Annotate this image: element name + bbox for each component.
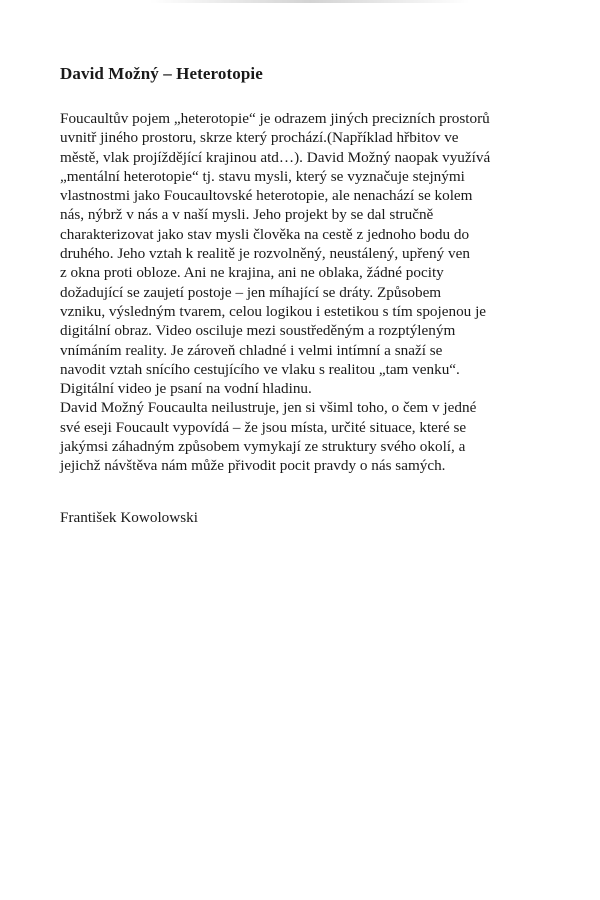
body-line: vlastnostmi jako Foucaultovské heterotopie, ale nenachází se kolem xyxy=(60,187,473,205)
body-line: své eseji Foucault vypovídá – že jsou místa, určité situace, které se xyxy=(60,418,467,436)
document-title: David Možný – Heterotopie xyxy=(60,64,263,83)
body-line: Digitální video je psaní na vodní hladinu. xyxy=(60,380,312,398)
body-line: jakýmsi záhadným způsobem vymykají ze struktury svého okolí, a xyxy=(60,438,466,456)
body-line: vzniku, výsledným tvarem, celou logikou i estetikou s tím spojenou je xyxy=(60,302,487,320)
body-line: z okna proti obloze. Ani ne krajina, ani ne oblaka, žádné pocity xyxy=(60,264,444,282)
body-line: Foucaultův pojem „heterotopie“ je odrazem jiných precizních prostorů xyxy=(60,110,490,127)
body-line: charakterizovat jako stav mysli člověka na cestě z jednoho bodu do xyxy=(60,225,470,243)
body-line: druhého. Jeho vztah k realitě je rozvolněný, neustálený, upřený ven xyxy=(60,245,470,263)
body-line: vnímáním reality. Je zároveň chladné i velmi intímní a snaží se xyxy=(60,341,443,359)
body-text xyxy=(60,109,580,476)
author-signature: František Kowolowski xyxy=(60,509,198,526)
body-line: „mentální heterotopie“ tj. stavu mysli, který se vyznačuje stejnými xyxy=(60,167,465,185)
body-line: David Možný Foucaulta neilustruje, jen si všiml toho, o čem v jedné xyxy=(60,399,477,417)
body-line: uvnitř jiného prostoru, skrze který prochází.(Například hřbitov ve xyxy=(60,129,459,147)
body-line: dožadující se zaujetí postoje – jen míhající se dráty. Způsobem xyxy=(60,283,442,301)
scan-edge-shadow xyxy=(150,0,470,3)
body-line: navodit vztah snícího cestujícího ve vlaku s realitou „tam venku“. xyxy=(60,360,460,378)
body-line: městě, vlak projíždějící krajinou atd…). David Možný naopak využívá xyxy=(60,148,491,166)
body-line: jejichž návštěva nám může přivodit pocit pravdy o nás samých. xyxy=(60,457,446,475)
body-line: nás, nýbrž v nás a v naší mysli. Jeho projekt by se dal stručně xyxy=(60,206,434,224)
body-line: digitální obraz. Video osciluje mezi soustředěným a rozptýleným xyxy=(60,322,456,340)
